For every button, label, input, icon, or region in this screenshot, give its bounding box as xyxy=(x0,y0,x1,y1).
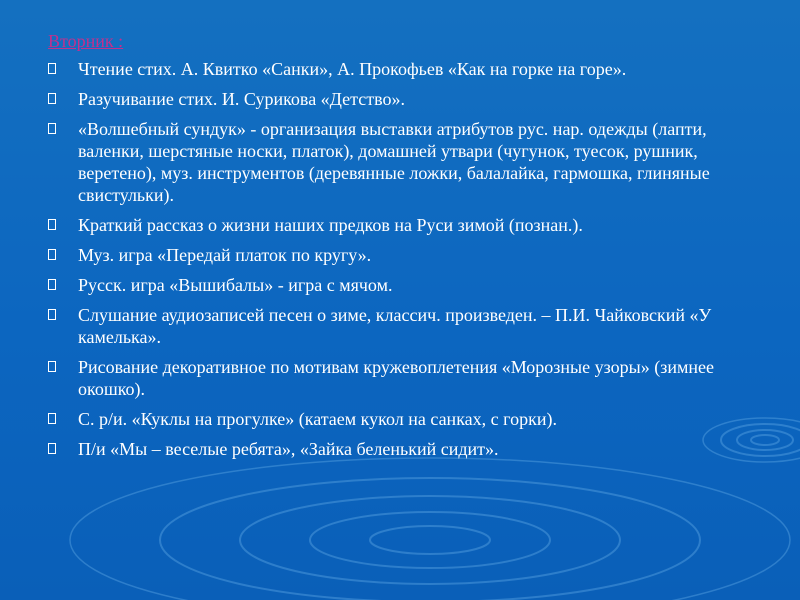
bullet-box-icon xyxy=(48,443,56,454)
slide-heading: Вторник : xyxy=(48,31,124,51)
list-item xyxy=(48,214,738,236)
list-item xyxy=(48,274,738,296)
slide-content xyxy=(48,30,738,468)
list-item-text: «Волшебный сундук» - организация выставки атрибутов рус. нар. одежды (лапти, валенки, шерстяные носки, платок), домашней утвари (чугунок, туесок, рушник, веретено), муз. инструментов (деревянные ложки, балалайка, гармошка, глиняные свистульки). xyxy=(78,119,710,205)
bullet-box-icon xyxy=(48,279,56,290)
bullet-box-icon xyxy=(48,361,56,372)
list-item-text: С. р/и. «Куклы на прогулке» (катаем кукол на санках, с горки). xyxy=(78,409,557,429)
bullet-box-icon xyxy=(48,413,56,424)
list-item xyxy=(48,244,738,266)
list-item xyxy=(48,408,738,430)
list-item xyxy=(48,118,738,206)
bullet-box-icon xyxy=(48,309,56,320)
list-item-text: Муз. игра «Передай платок по кругу». xyxy=(78,245,372,265)
bullet-box-icon xyxy=(48,219,56,230)
list-item xyxy=(48,58,738,80)
list-item xyxy=(48,304,738,348)
bullet-box-icon xyxy=(48,63,56,74)
bullet-box-icon xyxy=(48,249,56,260)
bullet-box-icon xyxy=(48,93,56,104)
list-item-text: Краткий рассказ о жизни наших предков на Руси зимой (познан.). xyxy=(78,215,583,235)
list-item xyxy=(48,356,738,400)
bullet-box-icon xyxy=(48,123,56,134)
list-item-text: П/и «Мы – веселые ребята», «Зайка беленький сидит». xyxy=(78,439,499,459)
activity-list xyxy=(48,58,738,460)
list-item-text: Слушание аудиозаписей песен о зиме, классич. произведен. – П.И. Чайковский «У камелька». xyxy=(78,305,712,347)
list-item-text: Рисование декоративное по мотивам кружевоплетения «Морозные узоры» (зимнее окошко). xyxy=(78,357,714,399)
list-item xyxy=(48,438,738,460)
list-item-text: Русск. игра «Вышибалы» - игра с мячом. xyxy=(78,275,393,295)
list-item-text: Разучивание стих. И. Сурикова «Детство». xyxy=(78,89,405,109)
list-item-text: Чтение стих. А. Квитко «Санки», А. Прокофьев «Как на горке на горе». xyxy=(78,59,627,79)
list-item xyxy=(48,88,738,110)
